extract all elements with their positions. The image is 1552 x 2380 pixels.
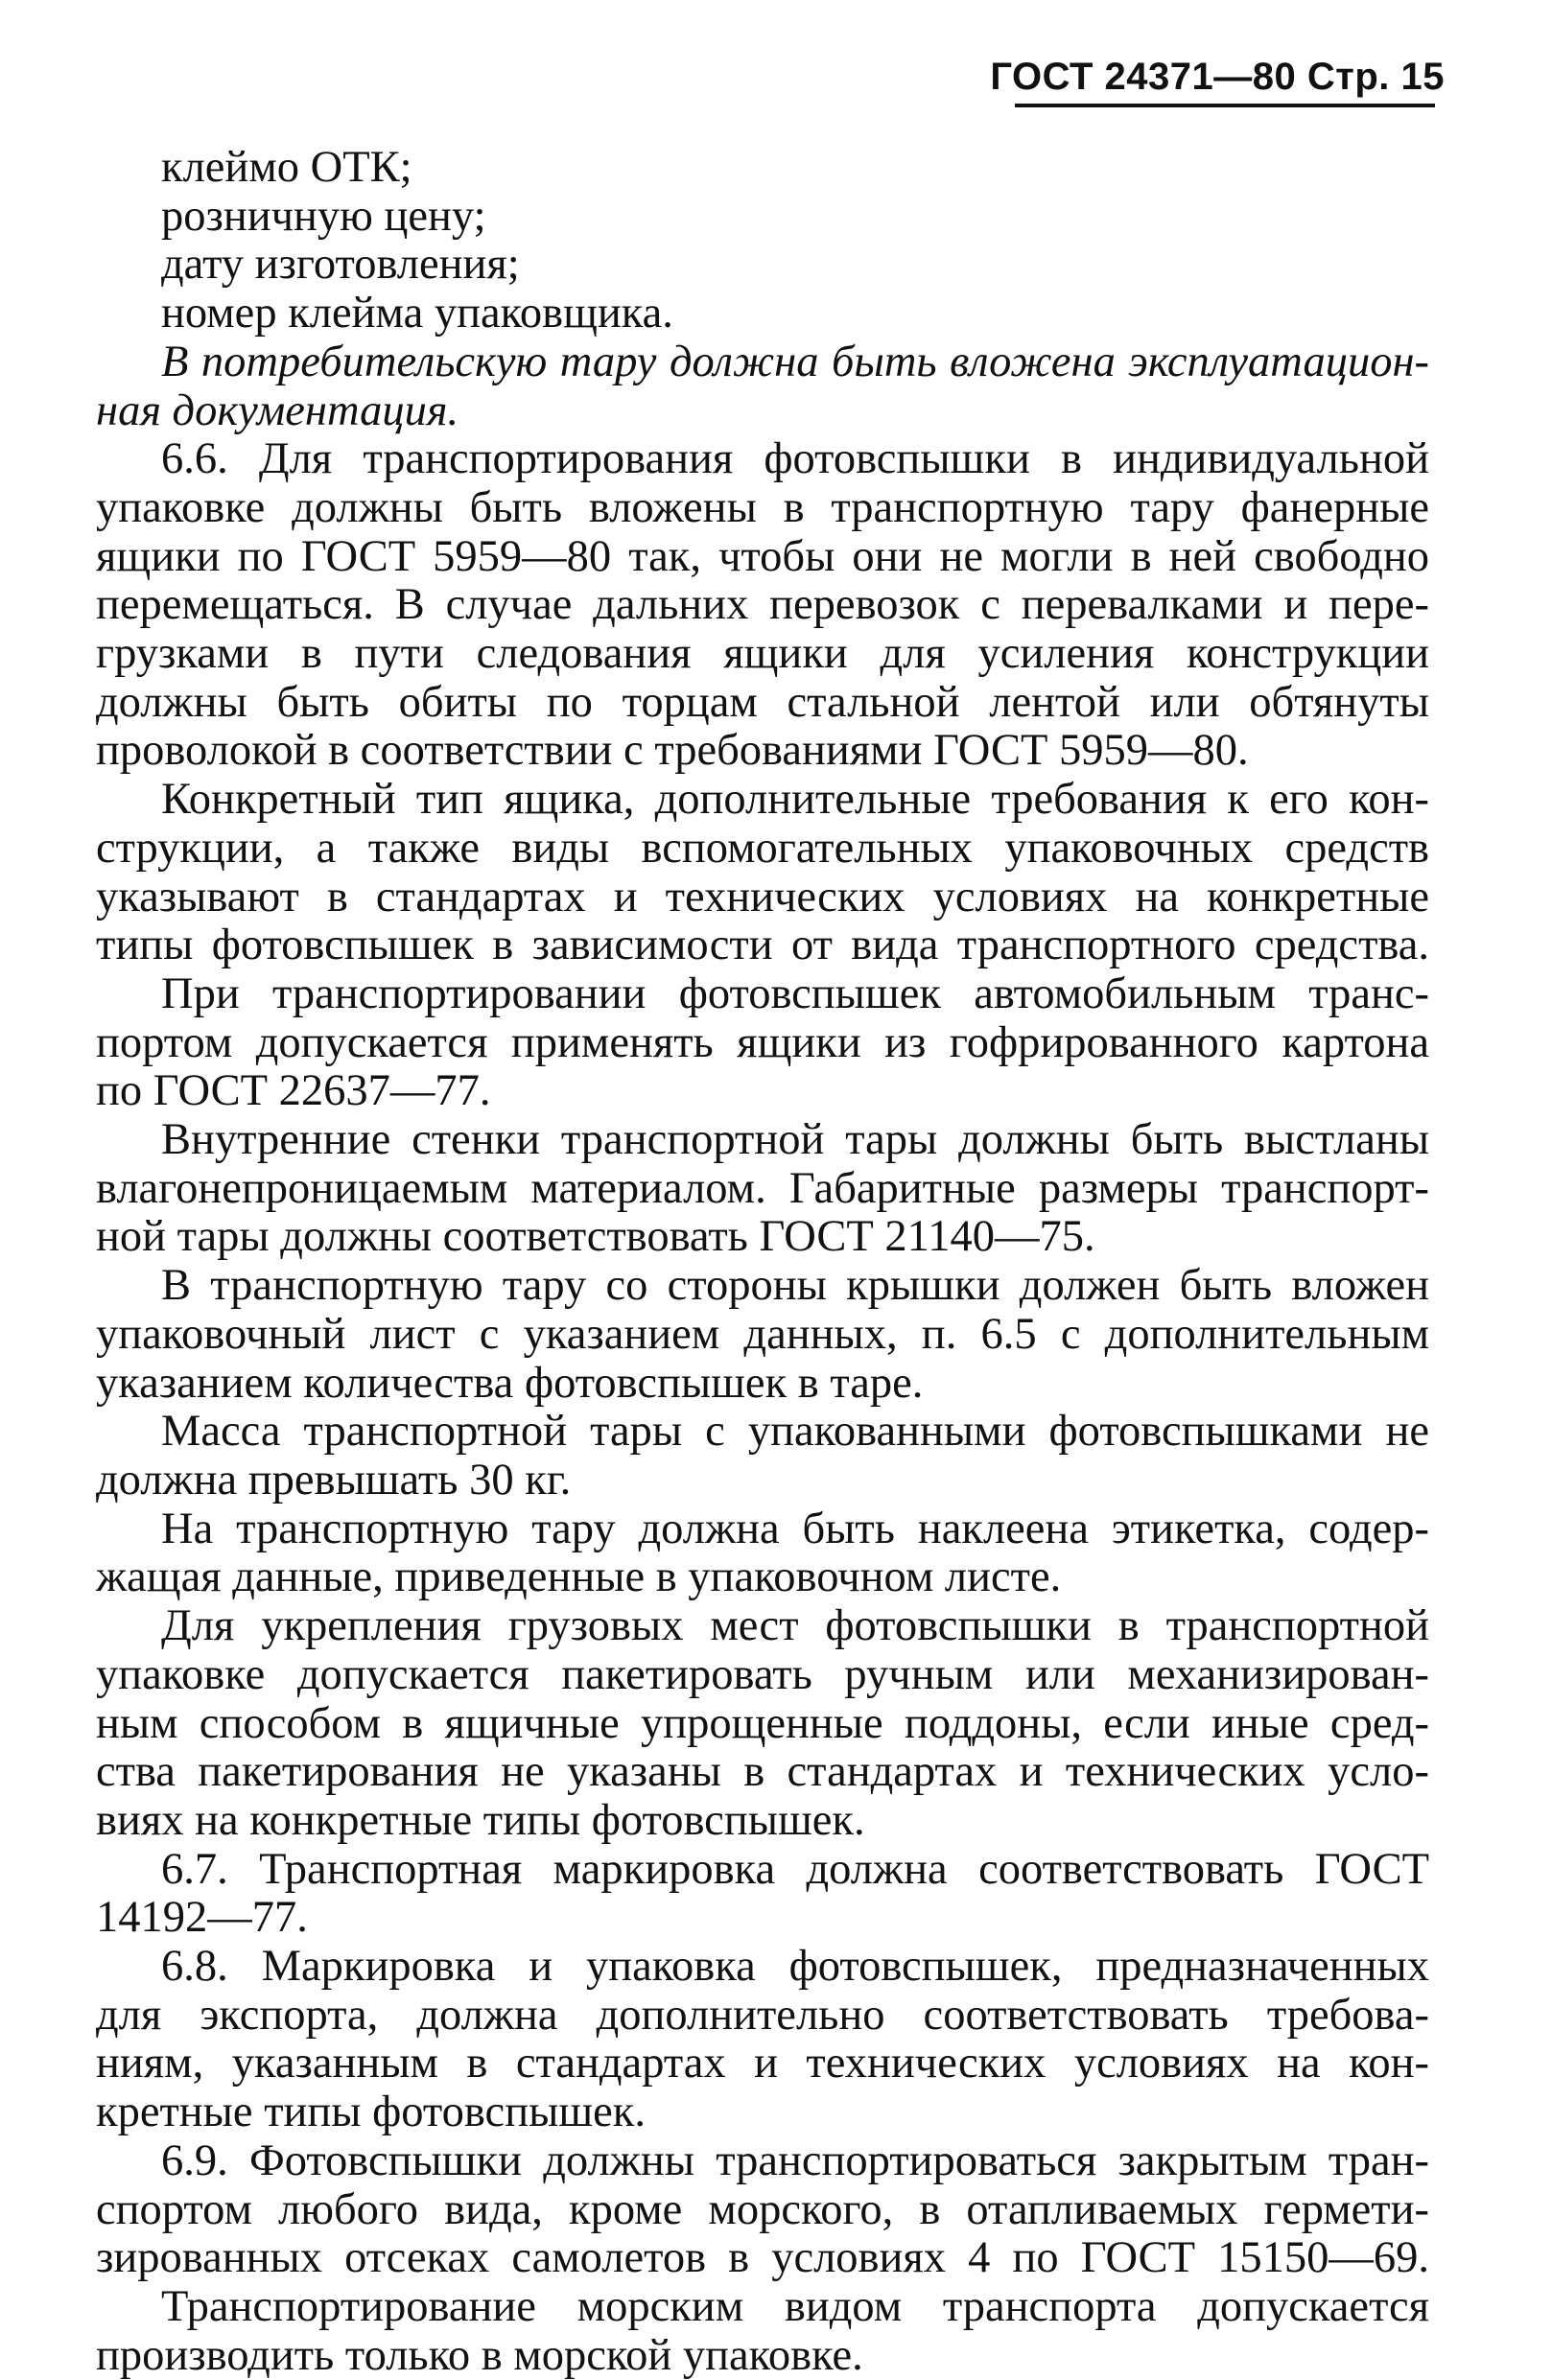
- text-line: жащая данные, приведенные в упаковочном листе.: [96, 1552, 1062, 1602]
- text-line: спортом любого вида, кроме морского, в отапливаемых гермети-: [96, 2184, 1429, 2234]
- text-line: упаковке допускается пакетировать ручным или механизирован-: [96, 1649, 1429, 1699]
- text-line: грузками в пути следования ящики для усиления конструкции: [96, 629, 1429, 679]
- text-line: зированных отсеках самолетов в условиях 4 по ГОСТ 15150—69.: [96, 2233, 1429, 2283]
- text-line: ным способом в ящичные упрощенные поддоны, если иные сред-: [96, 1698, 1429, 1748]
- text-line: розничную цену;: [161, 191, 486, 241]
- text-line: проволокой в соответствии с требованиями ГОСТ 5959—80.: [96, 726, 1249, 776]
- text-line: клеймо ОТК;: [161, 143, 412, 192]
- text-line: виях на конкретные типы фотовспышек.: [96, 1795, 865, 1845]
- text-line: ной тары должны соответствовать ГОСТ 21140—75.: [96, 1212, 1095, 1262]
- text-line: струкции, а также виды вспомогательных упаковочных средств: [96, 823, 1429, 873]
- text-line: портом допускается применять ящики из гофрированного картона: [96, 1017, 1429, 1067]
- text-line: ная документация.: [96, 385, 459, 435]
- text-line: На транспортную тару должна быть наклеена этикетка, содер-: [161, 1504, 1429, 1553]
- text-line: дату изготовления;: [161, 240, 520, 290]
- text-line: номер клейма упаковщика.: [161, 289, 673, 338]
- text-line: влагонепроницаемым материалом. Габаритные размеры транспорт-: [96, 1163, 1429, 1213]
- text-line: для экспорта, должна дополнительно соответствовать требова-: [96, 1990, 1429, 2040]
- text-line: 6.6. Для транспортирования фотовспышки в индивидуальной: [161, 434, 1429, 484]
- text-line: ящики по ГОСТ 5959—80 так, чтобы они не могли в ней свободно: [96, 531, 1429, 581]
- text-line: перемещаться. В случае дальних перевозок с перевалками и пере-: [96, 580, 1429, 630]
- text-line: производить только в морской упаковке.: [96, 2330, 863, 2380]
- text-line: 6.8. Маркировка и упаковка фотовспышек, предназначенных: [161, 1942, 1429, 1992]
- text-line: Масса транспортной тары с упакованными фотовспышками не: [161, 1407, 1429, 1457]
- text-line: Транспортирование морским видом транспорта допускается: [161, 2281, 1429, 2331]
- header-rule: [1015, 104, 1435, 107]
- text-line: Конкретный тип ящика, дополнительные требования к его кон-: [161, 775, 1429, 825]
- text-line: Для укрепления грузовых мест фотовспышки в транспортной: [161, 1601, 1429, 1651]
- text-line: должна превышать 30 кг.: [96, 1455, 572, 1505]
- text-line: ства пакетирования не указаны в стандартах и технических усло-: [96, 1747, 1429, 1797]
- text-line: упаковке должны быть вложены в транспортную тару фанерные: [96, 482, 1429, 532]
- document-body: [96, 144, 1429, 2380]
- text-line: В потребительскую тару должна быть вложена эксплуатацион-: [161, 337, 1429, 386]
- page-header: ГОСТ 24371—80 Стр. 15: [990, 56, 1445, 98]
- text-line: кретные типы фотовспышек.: [96, 2088, 646, 2137]
- text-line: по ГОСТ 22637—77.: [96, 1066, 491, 1116]
- text-line: Внутренние стенки транспортной тары должны быть выстланы: [161, 1115, 1429, 1165]
- text-line: должны быть обиты по торцам стальной лентой или обтянуты: [96, 677, 1429, 727]
- text-line: указывают в стандартах и технических условиях на конкретные: [96, 872, 1429, 922]
- text-line: ниям, указанным в стандартах и технических условиях на кон-: [96, 2039, 1429, 2088]
- text-line: 14192—77.: [96, 1893, 308, 1943]
- text-line: 6.7. Транспортная маркировка должна соответствовать ГОСТ: [161, 1844, 1429, 1894]
- text-line: В транспортную тару со стороны крышки должен быть вложен: [161, 1261, 1429, 1311]
- text-line: упаковочный лист с указанием данных, п. 6.5 с дополнительным: [96, 1309, 1429, 1359]
- text-line: указанием количества фотовспышек в таре.: [96, 1358, 924, 1408]
- text-line: 6.9. Фотовспышки должны транспортироваться закрытым тран-: [161, 2135, 1429, 2185]
- text-line: типы фотовспышек в зависимости от вида транспортного средства.: [96, 921, 1429, 970]
- text-line: При транспортировании фотовспышек автомобильным транс-: [161, 968, 1429, 1018]
